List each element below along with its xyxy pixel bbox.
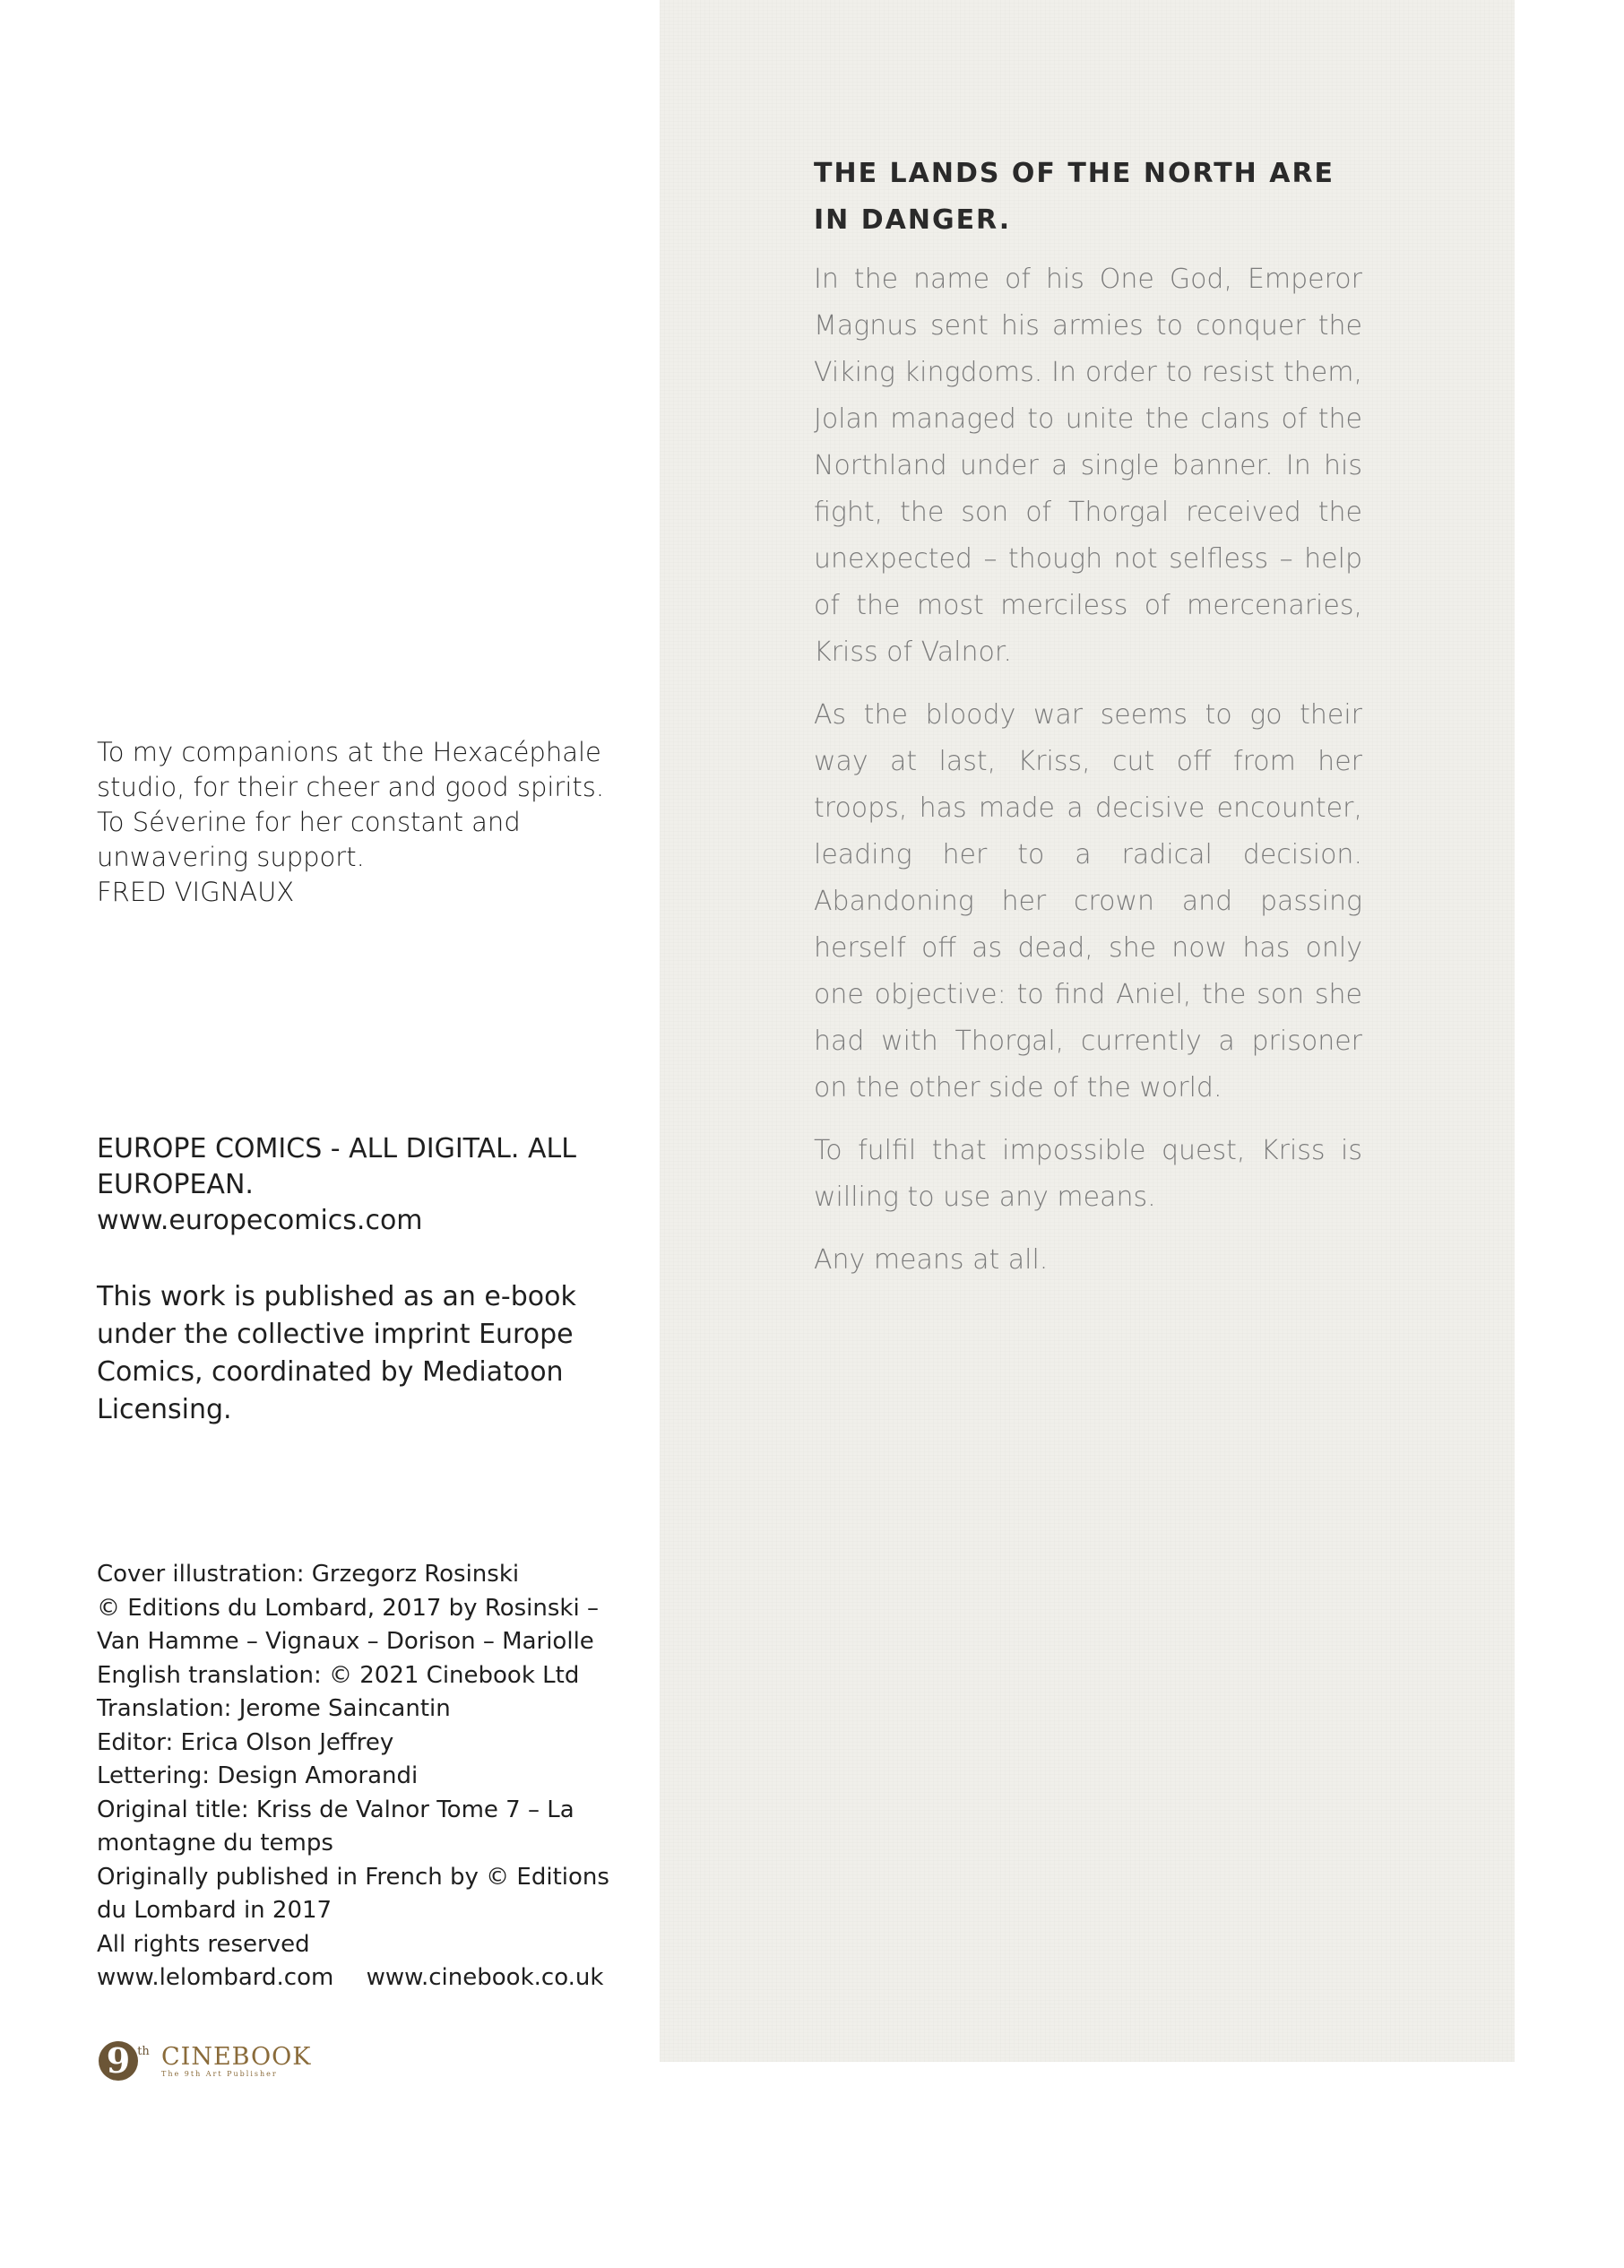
credit-line: Original title: Kriss de Valnor Tome 7 – La xyxy=(97,1796,574,1823)
synopsis xyxy=(814,151,1362,1300)
lombard-url[interactable]: www.lelombard.com xyxy=(97,1964,334,1991)
credit-line: Lettering: Design Amorandi xyxy=(97,1762,419,1789)
cinebook-9th-emblem-icon xyxy=(97,2035,156,2087)
imprint-line: This work is published as an e-book xyxy=(97,1281,576,1312)
back-cover-panel xyxy=(660,0,1515,2062)
cinebook-url[interactable]: www.cinebook.co.uk xyxy=(366,1964,604,1991)
left-column xyxy=(97,0,635,2268)
logo-tagline: The 9th Art Publisher xyxy=(161,2069,278,2078)
imprint-line: Licensing. xyxy=(97,1394,232,1425)
credit-line: montagne du temps xyxy=(97,1830,333,1857)
imprint-notice xyxy=(97,1278,635,1429)
europe-comics-url[interactable]: www.europecomics.com xyxy=(97,1205,423,1236)
logo-suffix: th xyxy=(137,2045,150,2058)
synopsis-paragraph: As the bloody war seems to go their way at last, Kriss, cut off from her troops, has made a decisive encounter, leading her to a radical decision. Abandoning her crown and passing herself off as dead, she now has only one objective: to find Aniel, the son she had with Thorgal, currently a prisoner on the other side of the world. xyxy=(814,699,1362,1104)
credit-line: Van Hamme – Vignaux – Dorison – Mariolle xyxy=(97,1628,594,1655)
europe-comics-tagline-cont: EUROPEAN. xyxy=(97,1169,254,1200)
synopsis-paragraph: To fulfil that impossible quest, Kriss is willing to use any means. xyxy=(814,1135,1362,1213)
logo-name: CINEBOOK xyxy=(161,2042,312,2071)
synopsis-heading: THE LANDS OF THE NORTH ARE IN DANGER. xyxy=(814,158,1335,236)
credit-line: Originally published in French by © Editions xyxy=(97,1863,609,1891)
imprint-line: under the collective imprint Europe xyxy=(97,1319,574,1350)
credit-line: English translation: © 2021 Cinebook Ltd xyxy=(97,1661,580,1689)
credits xyxy=(97,1558,652,1995)
europe-comics-block xyxy=(97,1131,635,1239)
credit-line: All rights reserved xyxy=(97,1930,310,1958)
credit-line: Editor: Erica Olson Jeffrey xyxy=(97,1728,394,1756)
dedication-line: studio, for their cheer and good spirits. xyxy=(97,772,605,802)
imprint-line: Comics, coordinated by Mediatoon xyxy=(97,1356,564,1388)
credit-line: Translation: Jerome Saincantin xyxy=(97,1695,451,1722)
synopsis-closing-line: Any means at all. xyxy=(814,1244,1049,1276)
credit-line: © Editions du Lombard, 2017 by Rosinski – xyxy=(97,1594,599,1622)
dedication-line: To Séverine for her constant and xyxy=(97,807,521,837)
synopsis-paragraph: In the name of his One God, Emperor Magnus sent his armies to conquer the Viking kingdoms. In order to resist them, Jolan managed to unite the clans of the Northland under a single banner. In his fight, the son of Thorgal received the unexpected – though not selfless – help of the most merciless of mercenaries, Kriss of Valnor. xyxy=(814,264,1362,668)
dedication-signature: FRED VIGNAUX xyxy=(97,877,295,907)
dedication-line: To my companions at the Hexacéphale xyxy=(97,737,601,767)
logo-text xyxy=(161,2042,312,2078)
credit-line: du Lombard in 2017 xyxy=(97,1897,333,1924)
europe-comics-tagline: EUROPE COMICS - ALL DIGITAL. ALL xyxy=(97,1133,576,1164)
dedication xyxy=(97,735,635,910)
credit-line: Cover illustration: Grzegorz Rosinski xyxy=(97,1561,520,1588)
cinebook-logo xyxy=(97,2035,311,2087)
publisher-links xyxy=(97,1961,652,1995)
dedication-line: unwavering support. xyxy=(97,842,365,872)
logo-numeral: 9 xyxy=(106,2040,131,2081)
